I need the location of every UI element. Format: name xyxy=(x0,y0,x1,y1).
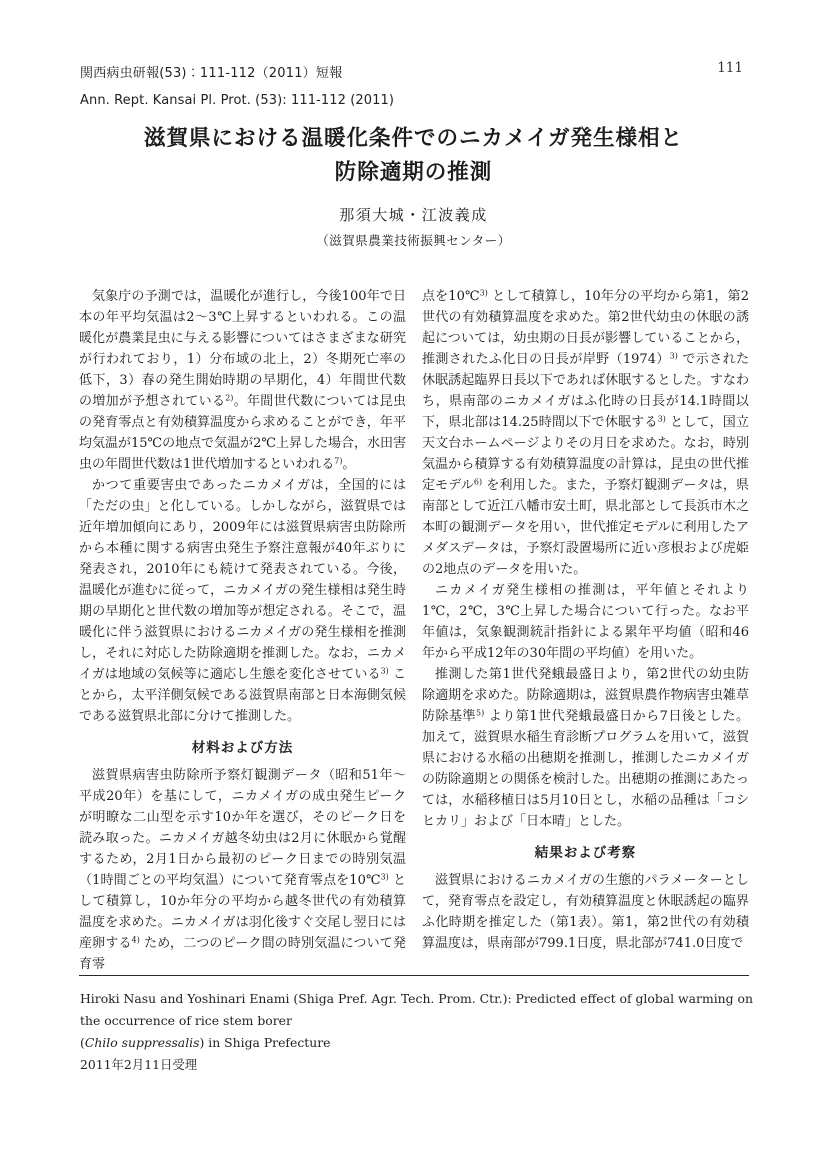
text-run: ( xyxy=(80,1035,85,1050)
text-run: 。 xyxy=(342,457,356,472)
section-heading: 結果および考察 xyxy=(534,845,637,861)
reference-superscript: 3) xyxy=(669,351,678,361)
reference-superscript: 3) xyxy=(380,666,389,676)
left-column xyxy=(79,286,406,975)
section-heading: 材料および方法 xyxy=(191,740,294,756)
paragraph xyxy=(80,988,756,1032)
text-run: ニカメイガ発生様相の推測は，平年値とそれより1℃，2℃，3℃上昇した場合について行った。なお平年値は，気象観測統計指針による累年平均値（昭和46年から平成12年の30年間の平均値）を用いた。 xyxy=(422,583,749,661)
footnote xyxy=(80,988,756,1076)
paragraph xyxy=(80,1054,756,1076)
paper-title-line1: 滋賀県における温暖化条件でのニカメイガ発生様相と xyxy=(144,126,683,151)
text-run: Hiroki Nasu and Yoshinari Enami (Shiga Pref. Agr. Tech. Prom. Ctr.): Predicted effect of global warming on the occurrence of rice stem borer xyxy=(80,991,753,1028)
paragraph xyxy=(80,1032,756,1054)
reference-superscript: 4) xyxy=(131,935,140,945)
text-run: として，国立天文台ホームページよりその月日を求めた。なお，時別気温から積算する有効積算温度の計算は，昆虫の世代推定モデル xyxy=(422,415,750,493)
paragraph xyxy=(422,580,749,664)
reference-superscript: 3) xyxy=(380,872,389,882)
reference-superscript: 5) xyxy=(476,708,485,718)
title-block xyxy=(0,122,827,249)
paragraph xyxy=(422,286,749,580)
paragraph xyxy=(422,664,749,832)
text-run: として積算し，10年分の平均から第1，第2世代の有効積算温度を求めた。第2世代幼虫の休眠の誘起については，幼虫期の日長が影響していることから，推測されたふ化日の日長が岸野（1974） xyxy=(422,289,750,367)
journal-citation-jp: 関西病虫研報(53)：111-112（2011）短報 xyxy=(80,66,343,81)
text-run: 滋賀県病害虫防除所予察灯観測データ（昭和51年～平成20年）を基にして，ニカメイガの成虫発生ピークが明瞭な二山型を示す10か年を選び，そのピーク日を読み取った。ニカメイガ越冬幼虫は2月に休眠から覚醒するため，2月1日から最初のピーク日までの時別気温（1時間ごとの平均気温）について発育零点を10℃ xyxy=(79,768,406,888)
text-run: として積算し，10か年分の平均から越冬世代の有効積算温度を求めた。ニカメイガは羽化後すぐ交尾し翌日には産卵する xyxy=(79,873,406,951)
paper-title xyxy=(0,122,827,190)
paragraph xyxy=(422,870,749,954)
text-run: かつて重要害虫であったニカメイガは，全国的には「ただの虫」と化している。しかしながら，滋賀県では近年増加傾向にあり，2009年には滋賀県病害虫防除所から本種に関する病害虫発生予察注意報が40年ぶりに発表され，2010年にも続けて発表されている。今後，温暖化が進むに従って，ニカメイガの発生様相は発生時期の早期化と世代数の増加等が想定される。そこで，温暖化に伴う滋賀県におけるニカメイガの発生様相を推測し，それに対応した防除適期を推測した。なお，ニカメイガは地域の気候等に適応し生態を変化させている xyxy=(79,478,406,682)
paragraph xyxy=(79,475,406,727)
running-head xyxy=(80,60,747,114)
reference-superscript: 2) xyxy=(225,393,234,403)
journal-citation-en: Ann. Rept. Kansai Pl. Prot. (53): 111-112 (2011) xyxy=(80,93,395,108)
text-run: で示された休眠誘起臨界日長以下であれば休眠するとした。すなわち，県南部のニカメイガはふ化時の日長が14.1時間以下，県北部は14.25時間以下で休眠する xyxy=(422,352,749,430)
reference-superscript: 6) xyxy=(473,477,483,487)
reference-superscript: 3) xyxy=(479,288,488,298)
text-run: ため，二つのピーク間の時別気温について発育零 xyxy=(79,936,406,972)
footnote-divider xyxy=(79,975,749,976)
text-run: 滋賀県におけるニカメイガの生態的パラメーターとして，発育零点を設定し，有効積算温度と休眠誘起の臨界ふ化時期を推定した（第1表）。第1，第2世代の有効積算温度は，県南部が799.1日度，県北部が741.0日度で xyxy=(422,873,749,951)
text-run: を利用した。また，予察灯観測データは，県南部として近江八幡市安土町，県北部として長浜市木之本町の観測データを用い，世代推定モデルに利用したアメダスデータは，予察灯設置場所に近い彦根および虎姫の2地点のデータを用いた。 xyxy=(422,478,749,577)
page-number: 111 xyxy=(717,60,743,76)
text-run: 。年間世代数については昆虫の発育零点と有効積算温度から求めることができ，年平均気温が15℃の地点で気温が2℃上昇した場合，水田害虫の年間世代数は1世代増加するといわれる xyxy=(79,394,406,472)
paragraph xyxy=(79,286,406,475)
text-run: ) in Shiga Prefecture xyxy=(199,1035,331,1050)
species-name-italic: Chilo suppressalis xyxy=(84,1035,200,1050)
body-columns xyxy=(79,286,749,975)
text-run: 推測した第1世代発蛾最盛日より，第2世代の幼虫防除適期を求めた。防除適期は，滋賀県農作物病害虫雑草防除基準 xyxy=(422,667,749,724)
text-run: ことから，太平洋側気候である滋賀県南部と日本海側気候である滋賀県北部に分けて推測した。 xyxy=(79,667,406,724)
reference-superscript: 3) xyxy=(657,414,666,424)
reference-superscript: 7) xyxy=(334,456,343,466)
affiliation: （滋賀県農業技術振興センター） xyxy=(316,233,511,248)
right-column xyxy=(422,286,749,975)
paragraph xyxy=(79,765,406,975)
authors: 那須大城・江波義成 xyxy=(339,206,488,224)
text-run: より第1世代発蛾最盛日から7日後とした。加えて，滋賀県水稲生育診断プログラムを用いて，滋賀県における水稲の出穂期を推測し，推測したニカメイガの防除適期との関係を検討した。出穂期の推測にあたっては，水稲移植日は5月10日とし，水稲の品種は「コシヒカリ」および「日本晴」とした。 xyxy=(422,709,749,829)
paper-title-line2: 防除適期の推測 xyxy=(334,160,493,185)
text-run: 点を10℃ xyxy=(422,289,480,304)
text-run: 2011年2月11日受理 xyxy=(80,1057,198,1072)
text-run: 気象庁の予測では，温暖化が進行し，今後100年で日本の年平均気温は2～3℃上昇するといわれる。この温暖化が農業昆虫に与える影響についてはさまざまな研究が行われており，1）分布域の北上，2）冬期死亡率の低下，3）春の発生開始時期の早期化，4）年間世代数の増加が予想されている xyxy=(79,289,406,409)
